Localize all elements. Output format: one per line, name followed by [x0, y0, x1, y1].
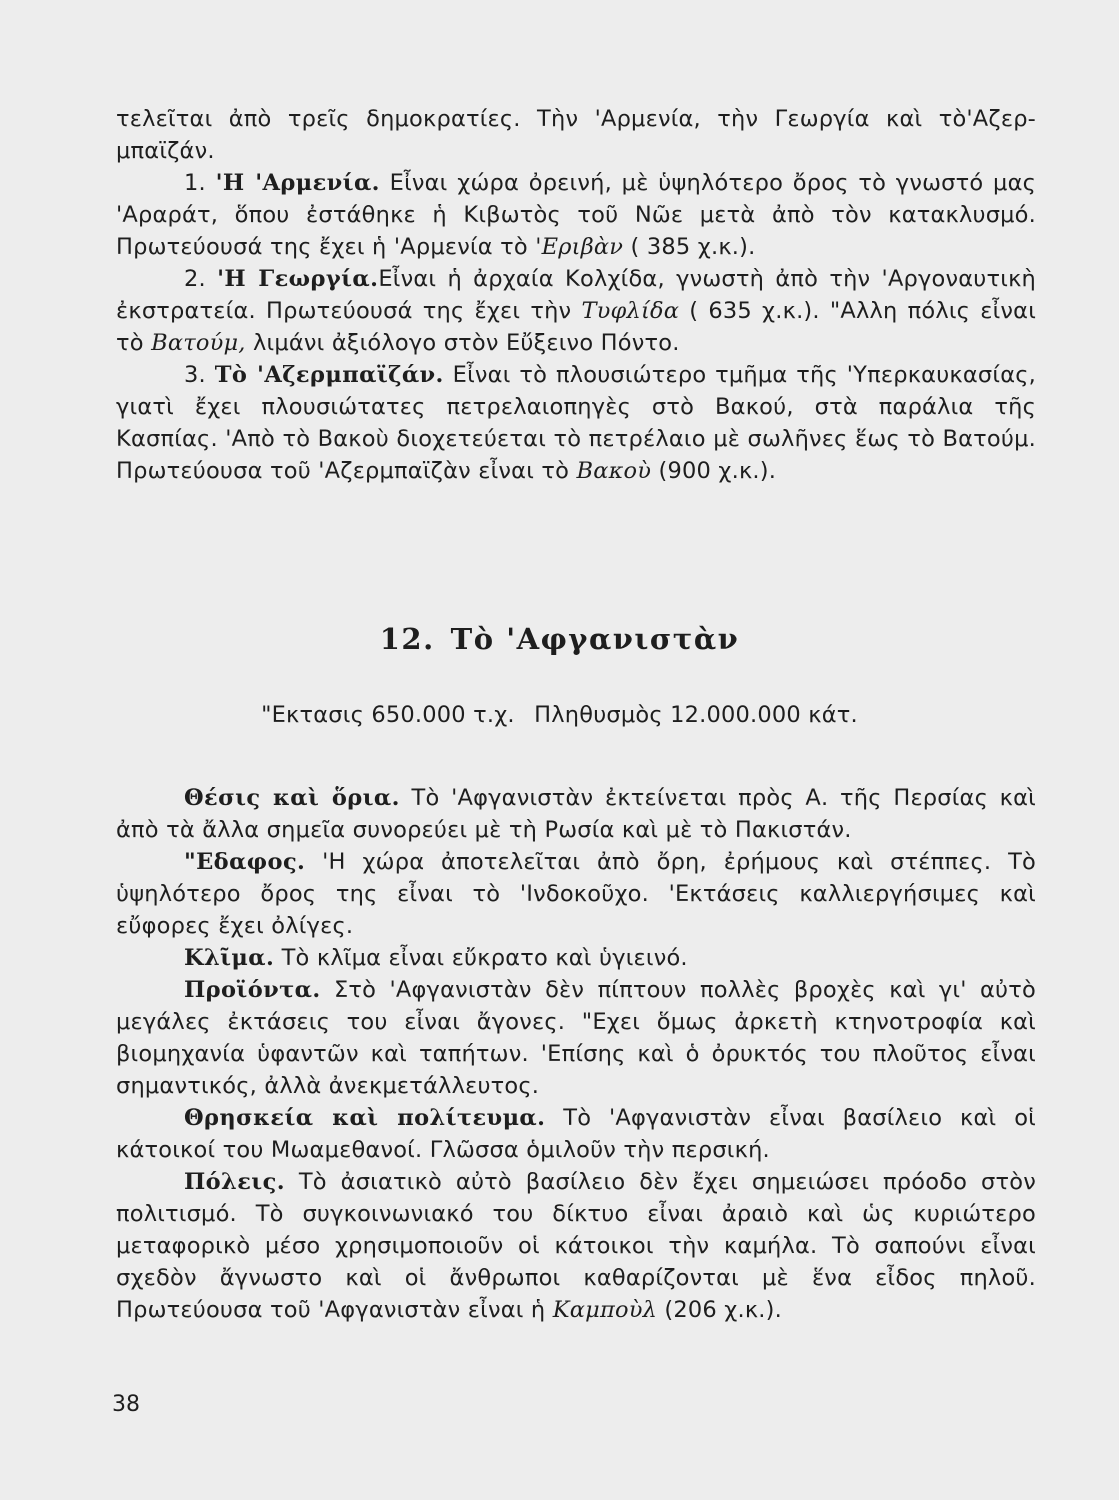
- cities-paragraph: [116, 1166, 1036, 1326]
- georgia-number: 2.: [184, 266, 206, 292]
- armenia-title: 'Η 'Αρμενία.: [215, 170, 380, 196]
- section-title: Κλῖμα.: [184, 945, 275, 971]
- intro-line: [116, 103, 1036, 167]
- intro-text: τελεῖται ἀπὸ τρεῖς δημοκρατίες. Τὴν 'Αρμενία, τὴν Γεωργία καὶ τὸ'Αζερ-μπαϊζάν.: [116, 106, 1036, 164]
- section-title: Προϊόντα.: [184, 977, 321, 1003]
- section-paragraph: [116, 846, 1036, 942]
- azerbaijan-number: 3.: [184, 362, 206, 388]
- azerbaijan-capital: Βακοὺ: [576, 458, 652, 484]
- chapter-heading: [0, 622, 1119, 656]
- azerbaijan-paragraph: [116, 359, 1036, 487]
- chapter-title: Τὸ 'Αφγανιστὰν: [450, 622, 740, 656]
- azerbaijan-title: Τὸ 'Αζερμπαϊζάν.: [214, 362, 444, 388]
- georgia-city-note: λιμάνι ἀξιόλογο στὸν Εὔξεινο Πόντο.: [253, 330, 680, 356]
- chapter-number: 12.: [379, 622, 435, 656]
- georgia-city: Βατούμ,: [151, 330, 246, 356]
- azerbaijan-text: Εἶναι τὸ πλουσιώτερο τμῆμα τῆς 'Υπερκαυκασίας, γιατὶ ἔχει πλουσιώτατες πετρελαιοπηγὲς στὸ Βακού, στὰ παράλια τῆς Κασπίας. 'Απὸ τὸ Βακοὺ διοχετεύεται τὸ πετρέλαιο μὲ σωλῆνες ἕως τὸ Βατούμ. Πρωτεύουσα τοῦ 'Αζερμπαϊζὰν εἶναι τὸ: [116, 362, 1036, 484]
- section-text: 'Η χώρα ἀποτελεῖται ἀπὸ ὄρη, ἐρήμους καὶ στέππες. Τὸ ὑψηλότερο ὄρος της εἶναι τὸ 'Ινδοκοῦχο. 'Εκτάσεις καλλιεργήσιμες καὶ εὔφορες ἔχει ὀλίγες.: [116, 849, 1036, 939]
- section-title: "Εδαφος.: [184, 849, 306, 875]
- georgia-capital: Τυφλίδα: [581, 298, 680, 324]
- section-title: Θρησκεία καὶ πολίτευμα.: [184, 1105, 546, 1131]
- georgia-capital-note: ( 635 χ.κ.). "Αλλη πόλις εἶναι τὸ: [116, 298, 1037, 356]
- section-text: Τὸ κλῖμα εἶναι εὔκρατο καὶ ὑγιεινό.: [281, 945, 688, 971]
- armenia-capital: 'Εριβὰν: [535, 234, 624, 260]
- section-paragraph: [116, 974, 1036, 1102]
- armenia-paragraph: [116, 167, 1036, 263]
- section-paragraph: [116, 782, 1036, 846]
- cities-text: Τὸ ἀσιατικὸ αὐτὸ βασίλειο δὲν ἔχει σημειώσει πρόοδο στὸν πολιτισμό. Τὸ συγκοινωνιακό του δίκτυο εἶναι ἀραιὸ καὶ ὡς κυριώτερο μεταφορικὸ μέσο χρησιμοποιοῦν οἱ κάτοικοι τὴν καμήλα. Τὸ σαπούνι εἶναι σχεδὸν ἄγνωστο καὶ οἱ ἄνθρωποι καθαρίζονται μὲ ἕνα εἶδος πηλοῦ. Πρωτεύουσα τοῦ 'Αφγανιστὰν εἶναι ἡ: [116, 1169, 1037, 1323]
- country-stats: [0, 702, 1119, 728]
- section-paragraph: [116, 1102, 1036, 1166]
- cities-title: Πόλεις.: [184, 1169, 285, 1195]
- georgia-text: Εἶναι ἡ ἀρχαία Κολχίδα, γνωστὴ ἀπὸ τὴν 'Αργοναυτικὴ ἐκστρατεία. Πρωτεύουσά της ἔχει τὴν: [116, 266, 1036, 324]
- armenia-number: 1.: [184, 170, 206, 196]
- top-text-block: [116, 103, 1036, 487]
- azerbaijan-capital-note: (900 χ.κ.).: [658, 458, 777, 484]
- page-number: 38: [112, 1392, 140, 1417]
- section-text: Τὸ 'Αφγανιστὰν εἶναι βασίλειο καὶ οἱ κάτοικοί του Μωαμεθανοί. Γλῶσσα ὁμιλοῦν τὴν περσική.: [116, 1105, 1036, 1163]
- armenia-text: Εἶναι χώρα ὀρεινή, μὲ ὑψηλότερο ὄρος τὸ γνωστό μας 'Αραράτ, ὅπου ἐστάθηκε ἡ Κιβωτὸς τοῦ Νῶε μετὰ ἀπὸ τὸν κατακλυσμό. Πρωτεύουσά της ἔχει ἡ 'Αρμενία τὸ: [116, 170, 1037, 260]
- area-stat: "Εκτασις 650.000 τ.χ.: [261, 702, 515, 728]
- cities-capital-note: (206 χ.κ.).: [664, 1297, 782, 1323]
- section-text: Στὸ 'Αφγανιστὰν δὲν πίπτουν πολλὲς βροχὲς καὶ γι' αὐτὸ μεγάλες ἐκτάσεις του εἶναι ἄγονες. "Εχει ὅμως ἀρκετὴ κτηνοτροφία καὶ βιομηχανία ὑφαντῶν καὶ ταπήτων. 'Επίσης καὶ ὁ ὀρυκτός του πλοῦτος εἶναι σημαντικός, ἀλλὰ ἀνεκμετάλλευτος.: [116, 977, 1036, 1099]
- cities-capital: Καμποὺλ: [552, 1297, 658, 1323]
- section-paragraph: [116, 942, 1036, 974]
- section-title: Θέσις καὶ ὅρια.: [184, 785, 400, 811]
- georgia-title: 'Η Γεωργία.: [217, 266, 379, 292]
- afghanistan-text-block: [116, 782, 1036, 1326]
- population-stat: Πληθυσμὸς 12.000.000 κάτ.: [534, 702, 858, 728]
- georgia-paragraph: [116, 263, 1036, 359]
- section-text: Τὸ 'Αφγανιστὰν ἐκτείνεται πρὸς Α. τῆς Περσίας καὶ ἀπὸ τὰ ἄλλα σημεῖα συνορεύει μὲ τὴ Ρωσία καὶ μὲ τὸ Πακιστάν.: [116, 785, 1036, 843]
- armenia-capital-note: ( 385 χ.κ.).: [630, 234, 756, 260]
